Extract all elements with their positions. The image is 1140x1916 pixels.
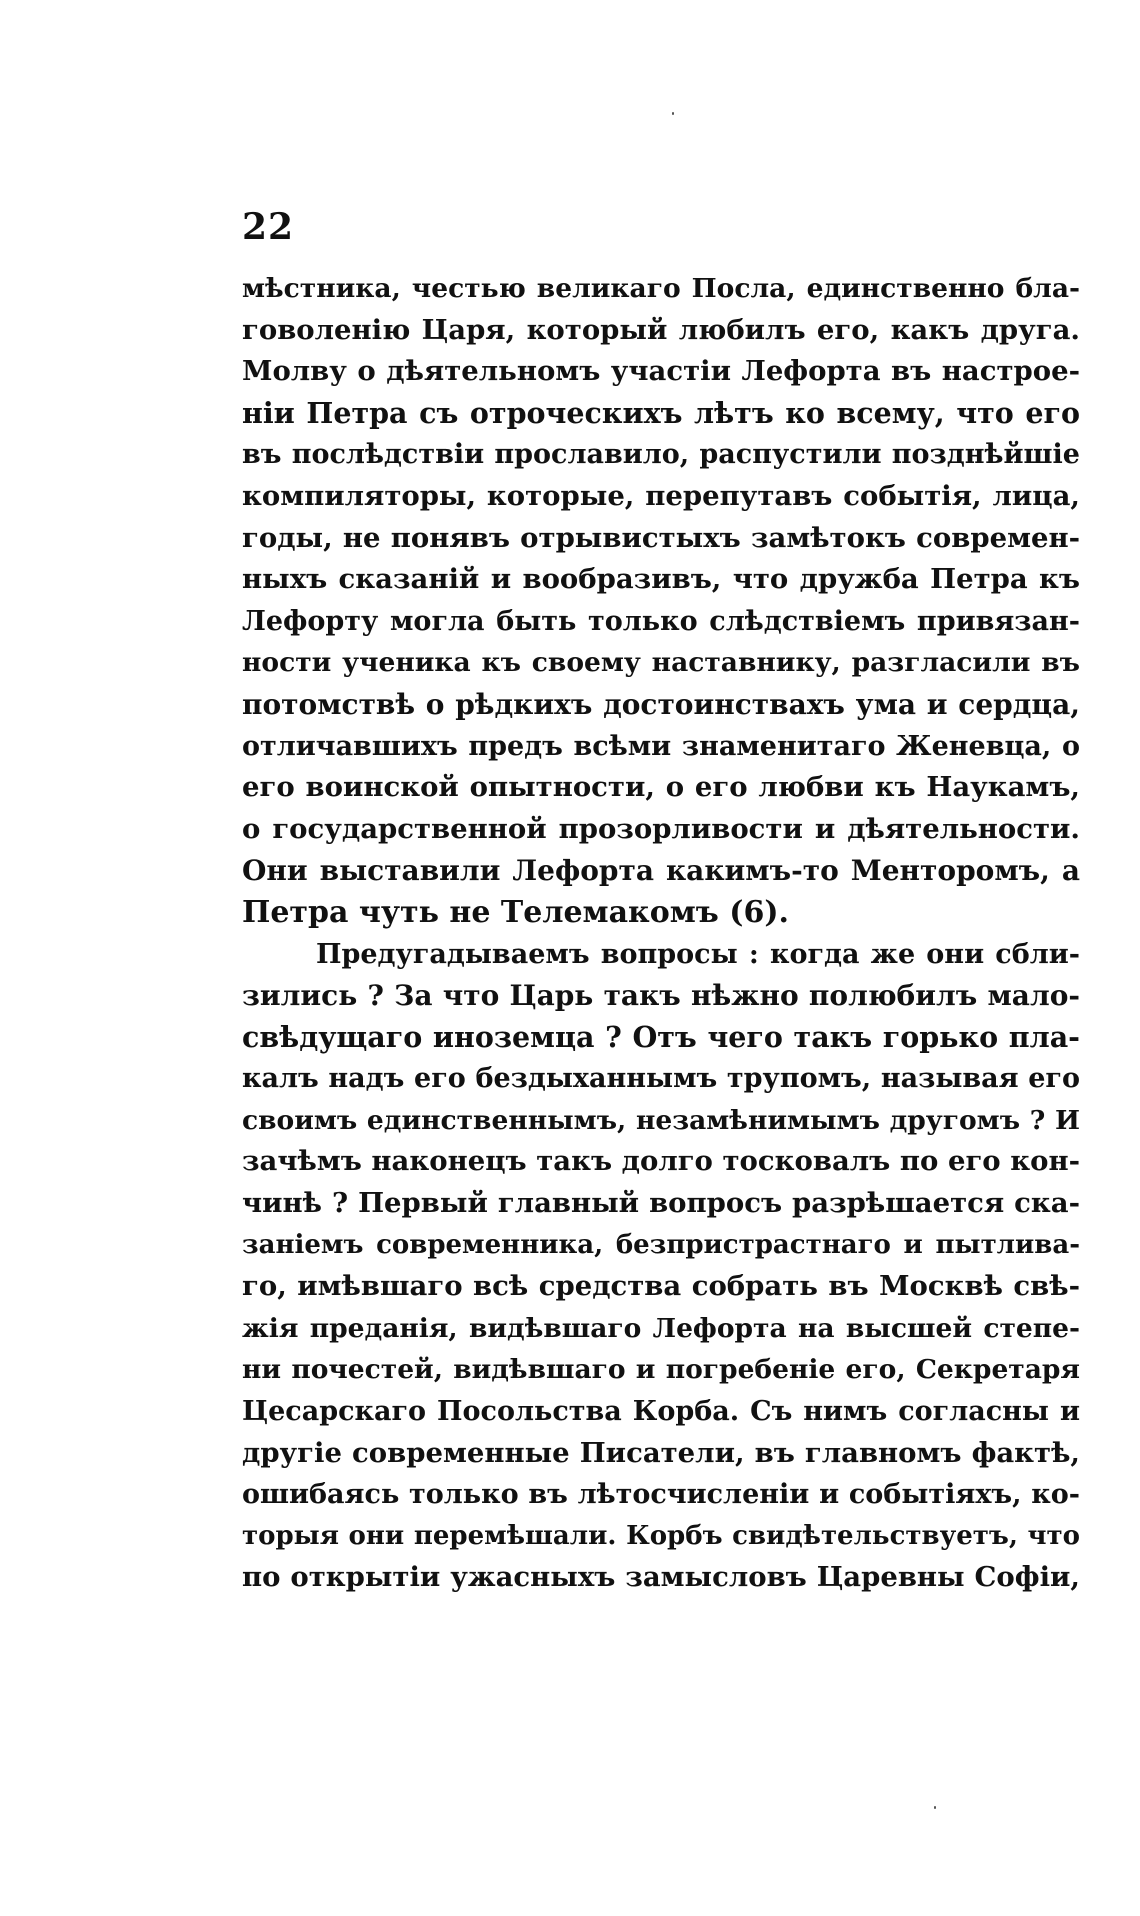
text-line: торыя они перемѣшали. Корбъ свидѣтельствуетъ, что <box>242 1520 1080 1551</box>
text-line: Цесарскаго Посольства Корба. Съ нимъ согласны и <box>242 1396 1080 1428</box>
text-line: по открытіи ужасныхъ замысловъ Царевны Софіи, <box>242 1561 1080 1594</box>
text-line: го, имѣвшаго всѣ средства собрать въ Москвѣ свѣ- <box>242 1270 1080 1303</box>
text-line: другіе современные Писатели, въ главномъ фактѣ, <box>242 1436 1080 1469</box>
text-line: о государственной прозорливости и дѣятельности. <box>242 812 1080 845</box>
text-line: ности ученика къ своему наставнику, разгласили въ <box>242 647 1080 679</box>
text-line: мѣстника, честью великаго Посла, единственно бла- <box>242 273 1080 304</box>
text-line: жія преданія, видѣвшаго Лефорта на высшей степе- <box>242 1312 1080 1344</box>
text-line: компиляторы, которые, перепутавъ событія, лица, <box>242 479 1080 512</box>
text-line: ошибаясь только въ лѣтосчисленіи и событіяхъ, ко- <box>242 1479 1080 1511</box>
text-line: Они выставили Лефорта какимъ-то Менторомъ, а <box>242 854 1080 888</box>
text-line: потомствѣ о рѣдкихъ достоинствахъ ума и сердца, <box>242 687 1080 721</box>
text-line: говоленію Царя, который любилъ его, какъ друга. <box>242 313 1080 346</box>
text-line: калъ надъ его бездыханнымъ трупомъ, называя его <box>242 1063 1080 1095</box>
text-line: годы, не понявъ отрывистыхъ замѣтокъ современ- <box>242 521 1080 554</box>
page-number: 22 <box>242 206 295 248</box>
text-line: Молву о дѣятельномъ участіи Лефорта въ настрое- <box>242 355 1080 388</box>
text-line: зились ? За что Царь такъ нѣжно полюбилъ мало- <box>242 979 1080 1013</box>
text-line: своимъ единственнымъ, незамѣнимымъ другомъ ? И <box>242 1104 1080 1136</box>
text-line: ни почестей, видѣвшаго и погребеніе его, Секретаря <box>242 1354 1080 1386</box>
text-line: его воинской опытности, о его любви къ Наукамъ, <box>242 771 1080 804</box>
text-line: Петра чуть не Телемакомъ (6). <box>242 894 789 930</box>
text-line: ніи Петра съ отроческихъ лѣтъ ко всему, что его <box>242 395 1080 430</box>
text-line: заніемъ современника, безпристрастнаго и пытлива- <box>242 1229 1080 1260</box>
text-line: отличавшихъ предъ всѣми знаменитаго Женевца, о <box>242 730 1080 762</box>
text-line: свѣдущаго иноземца ? Отъ чего такъ горько пла- <box>242 1019 1080 1054</box>
text-line: ныхъ сказаній и вообразивъ, что дружба Петра къ <box>242 563 1080 596</box>
text-line: Лефорту могла быть только слѣдствіемъ привязан- <box>242 605 1080 637</box>
scan-speck <box>672 112 674 115</box>
text-line: чинѣ ? Первый главный вопросъ разрѣшается ска- <box>242 1187 1080 1220</box>
text-line: въ послѣдствіи прославило, распустили позднѣйшіе <box>242 439 1080 471</box>
text-line: Предугадываемъ вопросы : когда же они сбли- <box>316 938 1080 970</box>
scan-speck <box>934 1806 936 1809</box>
body-text <box>242 268 1080 1599</box>
text-line: зачѣмъ наконецъ такъ долго тосковалъ по его кон- <box>242 1145 1080 1178</box>
